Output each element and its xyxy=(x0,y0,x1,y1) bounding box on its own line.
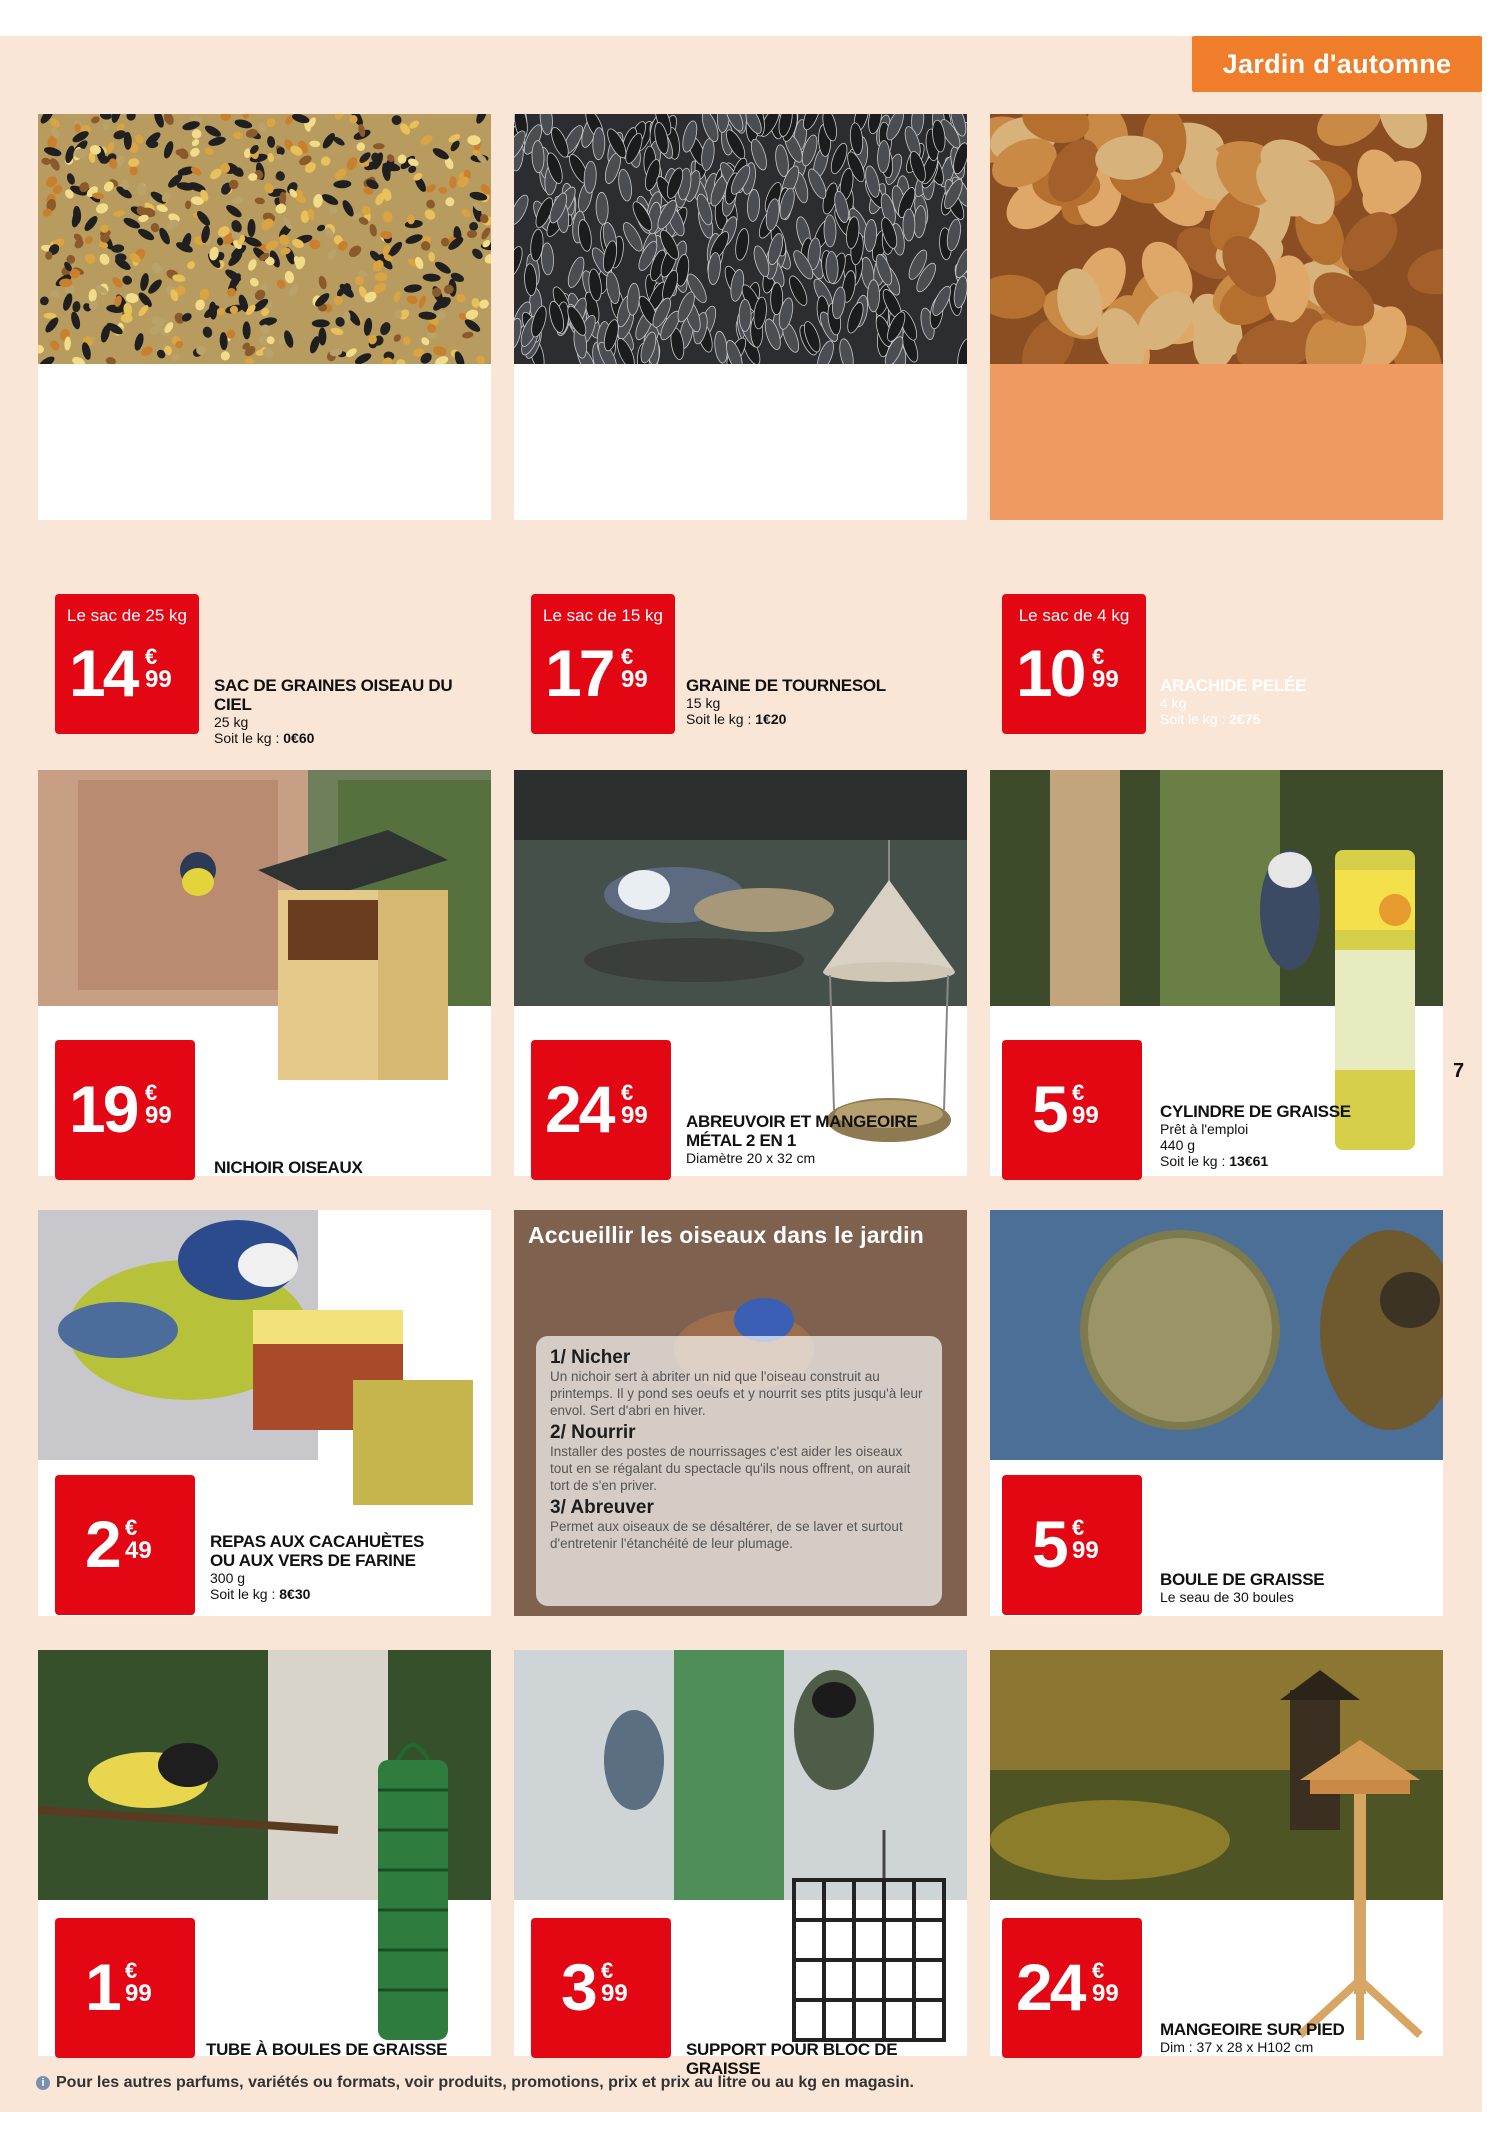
nichoir-product-image xyxy=(258,830,448,1080)
info-icon: i xyxy=(36,2076,50,2090)
price-integer: 17 xyxy=(545,636,613,710)
product-name: BOULE DE GRAISSE xyxy=(1160,1570,1325,1589)
price-integer: 19 xyxy=(69,1072,137,1146)
price-cents: 99 xyxy=(1092,1980,1119,2007)
price-cents: 99 xyxy=(1072,1537,1099,1564)
product-photo-graines xyxy=(38,114,491,364)
product-info-boule xyxy=(1160,1570,1440,1605)
product-name: ARACHIDE PELÉE xyxy=(1160,676,1306,695)
product-detail: Le seau de 30 boules xyxy=(1160,1589,1294,1605)
price-tag-graines xyxy=(55,594,199,734)
info-text-box xyxy=(536,1336,942,1606)
unit-price-label: Soit le kg : xyxy=(210,1586,280,1602)
price-tag-tube xyxy=(55,1918,195,2058)
product-info-cylindre xyxy=(1160,1102,1440,1169)
price-cents: 99 xyxy=(621,1102,648,1129)
unit-price xyxy=(686,711,966,727)
product-name: ABREUVOIR ET MANGEOIRE MÉTAL 2 EN 1 xyxy=(686,1112,918,1150)
unit-price xyxy=(214,730,494,746)
info-section-nourrir xyxy=(550,1423,928,1494)
price-integer: 2 xyxy=(85,1507,119,1581)
price-currency: € xyxy=(1092,1958,1105,1983)
price-currency: € xyxy=(1072,1515,1085,1540)
page-number: 7 xyxy=(1453,1060,1465,1082)
product-name: TUBE À BOULES DE GRAISSE xyxy=(206,2040,448,2059)
price-cents: 99 xyxy=(145,666,172,693)
product-info-arachide xyxy=(1160,676,1440,727)
price-currency: € xyxy=(125,1958,138,1983)
price-currency: € xyxy=(621,644,634,669)
info-section-title: 2/ Nourrir xyxy=(550,1422,636,1443)
product-detail: 15 kg xyxy=(686,695,721,711)
info-section-title: 3/ Abreuver xyxy=(550,1497,654,1518)
unit-price-label: Soit le kg : xyxy=(686,711,756,727)
unit-price-value: 0€60 xyxy=(283,730,315,746)
price-integer: 10 xyxy=(1016,636,1084,710)
product-info-nichoir xyxy=(214,1158,494,1177)
price-currency: € xyxy=(601,1958,614,1983)
price-currency: € xyxy=(1092,644,1105,669)
product-name: SUPPORT POUR BLOC DE GRAISSE xyxy=(686,2040,898,2078)
price-integer: 3 xyxy=(561,1950,595,2024)
price-currency: € xyxy=(621,1080,634,1105)
price-caption: Le sac de 15 kg xyxy=(542,606,664,625)
unit-price-label: Soit le kg : xyxy=(214,730,284,746)
price-cents: 99 xyxy=(621,666,648,693)
support-product-image xyxy=(784,1830,954,2050)
price-tag-nichoir xyxy=(55,1040,195,1180)
product-detail: 25 kg xyxy=(214,714,249,730)
product-info-tube xyxy=(206,2040,486,2059)
unit-price-value: 13€61 xyxy=(1229,1153,1269,1169)
info-section-nicher xyxy=(550,1348,928,1419)
price-integer: 1 xyxy=(85,1950,119,2024)
product-detail: Prêt à l'emploi xyxy=(1160,1121,1249,1137)
unit-price xyxy=(1160,1153,1440,1169)
price-tag-repas xyxy=(55,1475,195,1615)
price-cents: 99 xyxy=(125,1980,152,2007)
price-cents: 99 xyxy=(1072,1102,1099,1129)
price-tag-tournesol xyxy=(531,594,675,734)
price-integer: 14 xyxy=(69,636,137,710)
repas-product-image xyxy=(253,1290,483,1510)
tube-product-image xyxy=(368,1730,458,2050)
price-caption: Le sac de 25 kg xyxy=(66,606,188,625)
mangeoire-product-image xyxy=(1290,1740,1430,2040)
product-detail: 4 kg xyxy=(1160,695,1187,711)
info-section-title: 1/ Nicher xyxy=(550,1347,631,1368)
price-currency: € xyxy=(1072,1080,1085,1105)
product-name: REPAS AUX CACAHUÈTES OU AUX VERS DE FARINE xyxy=(210,1532,425,1570)
product-name: CYLINDRE DE GRAISSE xyxy=(1160,1102,1351,1121)
info-section-body: Installer des postes de nourrissages c'est aider les oiseaux tout en se régalant du spectacle qu'ils nous offrent, on aurait tort de s'en priver. xyxy=(550,1444,911,1493)
price-cents: 99 xyxy=(145,1102,172,1129)
product-detail: Dim : 37 x 28 x H102 cm xyxy=(1160,2039,1314,2055)
price-currency: € xyxy=(145,644,158,669)
product-detail: Diamètre 20 x 32 cm xyxy=(686,1150,816,1166)
product-photo-tournesol xyxy=(514,114,967,364)
info-title: Accueillir les oiseaux dans le jardin xyxy=(528,1222,925,1248)
price-currency: € xyxy=(145,1080,158,1105)
product-name: NICHOIR OISEAUX xyxy=(214,1158,363,1177)
unit-price-label: Soit le kg : xyxy=(1160,711,1230,727)
price-caption: Le sac de 4 kg xyxy=(1018,606,1130,625)
product-card-graines[interactable] xyxy=(38,114,491,520)
unit-price-value: 8€30 xyxy=(279,1586,311,1602)
info-panel xyxy=(514,1210,967,1616)
unit-price xyxy=(210,1586,450,1602)
unit-price-value: 2€75 xyxy=(1229,711,1261,727)
price-cents: 49 xyxy=(125,1537,152,1564)
price-integer: 5 xyxy=(1032,1507,1066,1581)
unit-price xyxy=(1160,711,1440,727)
product-info-tournesol xyxy=(686,676,966,727)
product-card-arachide[interactable] xyxy=(990,114,1443,520)
price-integer: 24 xyxy=(1016,1950,1084,2024)
price-integer: 5 xyxy=(1032,1072,1066,1146)
price-currency: € xyxy=(125,1515,138,1540)
price-tag-cylindre xyxy=(1002,1040,1142,1180)
price-integer: 24 xyxy=(545,1072,613,1146)
info-section-body: Permet aux oiseaux de se désaltérer, de se laver et surtout d'entretenir l'étanchéité de leur plumage. xyxy=(550,1519,903,1551)
product-card-tournesol[interactable] xyxy=(514,114,967,520)
price-tag-mangeoire xyxy=(1002,1918,1142,2058)
product-detail: 300 g xyxy=(210,1570,246,1586)
product-name: MANGEOIRE SUR PIED xyxy=(1160,2020,1345,2039)
product-name: SAC DE GRAINES OISEAU DU CIEL xyxy=(214,676,453,714)
product-info-repas xyxy=(210,1532,450,1602)
product-info-support xyxy=(686,2040,966,2078)
product-photo-arachide xyxy=(990,114,1443,364)
price-tag-support xyxy=(531,1918,671,2058)
product-name: GRAINE DE TOURNESOL xyxy=(686,676,886,695)
footer-note-text: Pour les autres parfums, variétés ou formats, voir produits, promotions, prix et prix au litre ou au kg en magasin. xyxy=(56,2074,914,2091)
price-tag-arachide xyxy=(1002,594,1146,734)
price-cents: 99 xyxy=(1092,666,1119,693)
product-photo-boule xyxy=(990,1210,1443,1460)
product-detail: 440 g xyxy=(1160,1137,1196,1153)
product-info-mangeoire xyxy=(1160,2020,1440,2055)
product-info-abreuvoir xyxy=(686,1112,966,1166)
footer-note xyxy=(36,2074,914,2092)
unit-price-label: Soit le kg : xyxy=(1160,1153,1230,1169)
price-tag-abreuvoir xyxy=(531,1040,671,1180)
price-tag-boule xyxy=(1002,1475,1142,1615)
price-cents: 99 xyxy=(601,1980,628,2007)
unit-price-value: 1€20 xyxy=(755,711,787,727)
info-section-body: Un nichoir sert à abriter un nid que l'oiseau construit au printemps. Il y pond ses oeufs et y nourrit ses ptits jusqu'à leur envol. Sert d'abri en hiver. xyxy=(550,1369,923,1418)
product-info-graines xyxy=(214,676,494,746)
section-tag: Jardin d'automne xyxy=(1192,36,1482,92)
info-section-abreuver xyxy=(550,1498,928,1552)
